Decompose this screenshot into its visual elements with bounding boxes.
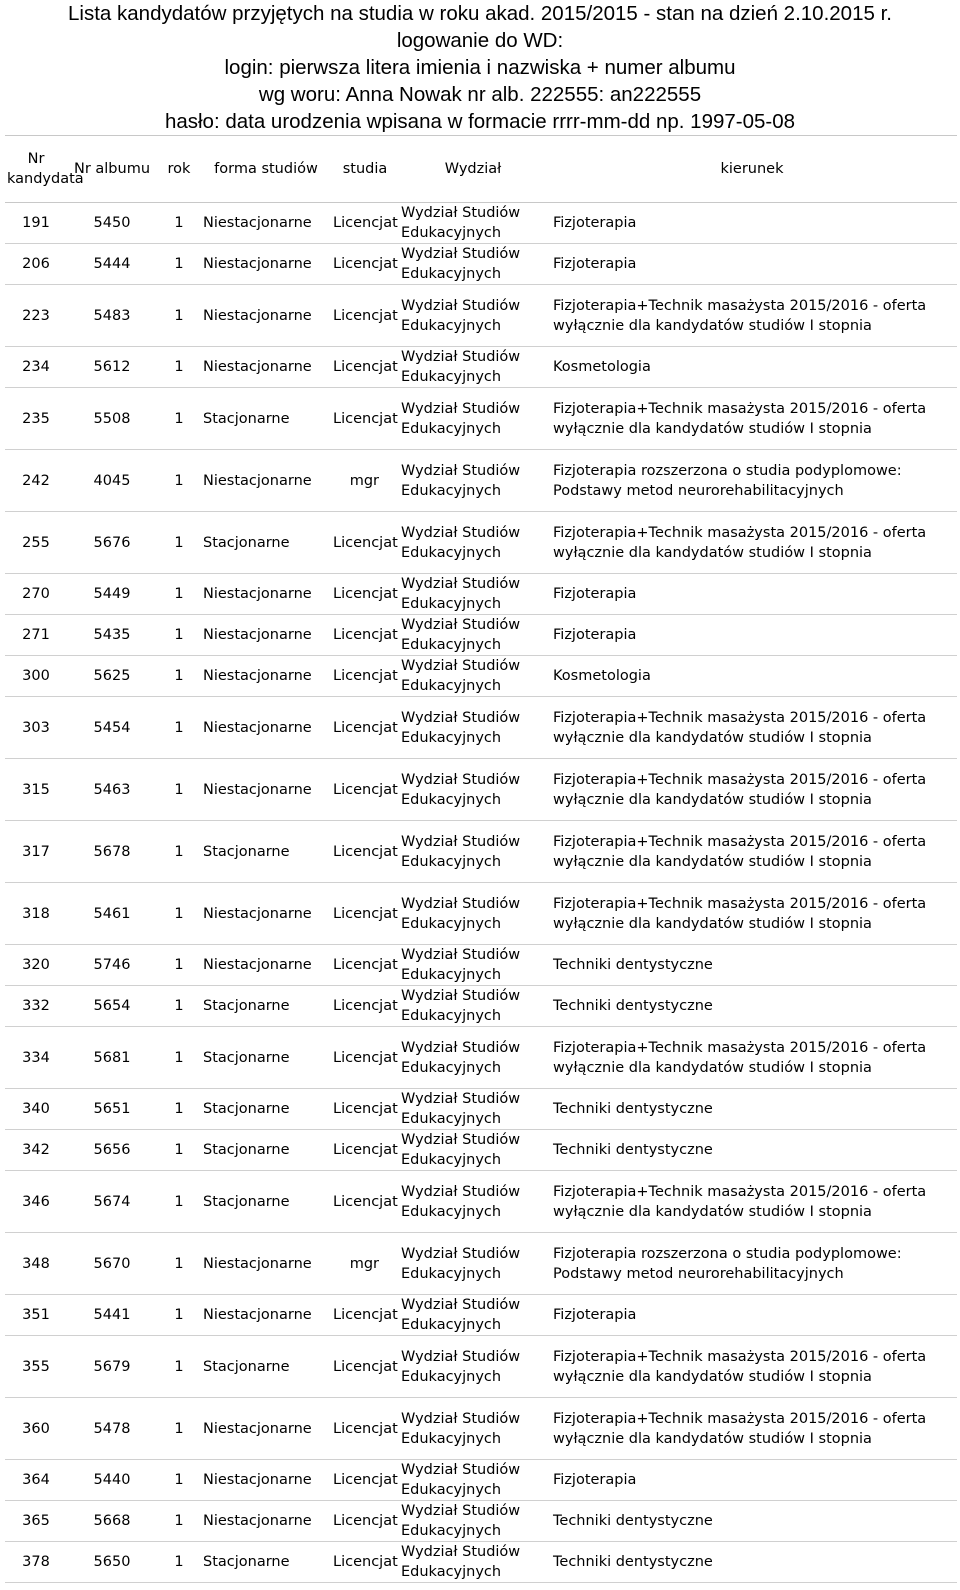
column-header-rok: rok [157, 136, 201, 203]
cell-studia: Licencjat [331, 1089, 399, 1130]
cell-nr-albumu: 5676 [67, 512, 157, 574]
cell-rok: 1 [157, 821, 201, 883]
cell-kierunek: Fizjoterapia+Technik masażysta 2015/2016 - oferta wyłącznie dla kandydatów studiów I stopnia [547, 821, 957, 883]
table-row [5, 450, 957, 512]
cell-kierunek: Techniki dentystyczne [547, 1542, 957, 1583]
cell-forma-studiow: Niestacjonarne [201, 759, 331, 821]
cell-kierunek: Kosmetologia [547, 656, 957, 697]
cell-studia: Licencjat [331, 1460, 399, 1501]
table-row [5, 285, 957, 347]
cell-rok: 1 [157, 1130, 201, 1171]
table-row [5, 1171, 957, 1233]
cell-studia: Licencjat [331, 656, 399, 697]
cell-kierunek: Fizjoterapia rozszerzona o studia podyplomowe: Podstawy metod neurorehabilitacyjnych [547, 1233, 957, 1295]
table-row [5, 1130, 957, 1171]
cell-nr-albumu: 5461 [67, 883, 157, 945]
cell-nr-kandydata: 320 [5, 945, 67, 986]
table-row [5, 759, 957, 821]
cell-wydzial: Wydział Studiów Edukacyjnych [399, 388, 547, 450]
cell-rok: 1 [157, 203, 201, 244]
cell-rok: 1 [157, 656, 201, 697]
table-row [5, 203, 957, 244]
cell-wydzial: Wydział Studiów Edukacyjnych [399, 285, 547, 347]
candidates-table [5, 135, 957, 1583]
cell-rok: 1 [157, 945, 201, 986]
cell-rok: 1 [157, 883, 201, 945]
cell-forma-studiow: Stacjonarne [201, 1171, 331, 1233]
cell-wydzial: Wydział Studiów Edukacyjnych [399, 1171, 547, 1233]
cell-wydzial: Wydział Studiów Edukacyjnych [399, 1398, 547, 1460]
cell-rok: 1 [157, 1542, 201, 1583]
table-row [5, 388, 957, 450]
cell-nr-albumu: 5435 [67, 615, 157, 656]
cell-nr-albumu: 5651 [67, 1089, 157, 1130]
cell-wydzial: Wydział Studiów Edukacyjnych [399, 1089, 547, 1130]
cell-wydzial: Wydział Studiów Edukacyjnych [399, 759, 547, 821]
cell-nr-albumu: 5650 [67, 1542, 157, 1583]
table-row [5, 244, 957, 285]
cell-forma-studiow: Stacjonarne [201, 1130, 331, 1171]
cell-studia: Licencjat [331, 1171, 399, 1233]
cell-nr-kandydata: 348 [5, 1233, 67, 1295]
cell-wydzial: Wydział Studiów Edukacyjnych [399, 1295, 547, 1336]
header-title: Lista kandydatów przyjętych na studia w roku akad. 2015/2015 - stan na dzień 2.10.2015 r. [68, 2, 892, 25]
cell-wydzial: Wydział Studiów Edukacyjnych [399, 1027, 547, 1089]
cell-nr-kandydata: 223 [5, 285, 67, 347]
cell-wydzial: Wydział Studiów Edukacyjnych [399, 512, 547, 574]
cell-wydzial: Wydział Studiów Edukacyjnych [399, 1233, 547, 1295]
cell-nr-albumu: 5746 [67, 945, 157, 986]
cell-forma-studiow: Niestacjonarne [201, 1501, 331, 1542]
cell-rok: 1 [157, 450, 201, 512]
cell-wydzial: Wydział Studiów Edukacyjnych [399, 450, 547, 512]
cell-nr-kandydata: 191 [5, 203, 67, 244]
column-header-nr-albumu: Nr albumu [67, 136, 157, 203]
cell-forma-studiow: Niestacjonarne [201, 656, 331, 697]
cell-kierunek: Fizjoterapia+Technik masażysta 2015/2016 - oferta wyłącznie dla kandydatów studiów I stopnia [547, 759, 957, 821]
table-row [5, 512, 957, 574]
cell-nr-kandydata: 300 [5, 656, 67, 697]
cell-nr-kandydata: 332 [5, 986, 67, 1027]
column-header-wydzial: Wydział [399, 136, 547, 203]
cell-nr-albumu: 5441 [67, 1295, 157, 1336]
cell-nr-kandydata: 270 [5, 574, 67, 615]
cell-nr-albumu: 5449 [67, 574, 157, 615]
cell-kierunek: Fizjoterapia+Technik masażysta 2015/2016 - oferta wyłącznie dla kandydatów studiów I stopnia [547, 1171, 957, 1233]
header-login-example: wg woru: Anna Nowak nr alb. 222555: an222555 [258, 83, 702, 106]
cell-kierunek: Fizjoterapia+Technik masażysta 2015/2016 - oferta wyłącznie dla kandydatów studiów I stopnia [547, 883, 957, 945]
cell-kierunek: Fizjoterapia [547, 1295, 957, 1336]
cell-wydzial: Wydział Studiów Edukacyjnych [399, 347, 547, 388]
cell-rok: 1 [157, 1398, 201, 1460]
cell-kierunek: Kosmetologia [547, 347, 957, 388]
table-row [5, 1542, 957, 1583]
cell-studia: Licencjat [331, 1027, 399, 1089]
table-row [5, 1501, 957, 1542]
cell-kierunek: Fizjoterapia+Technik masażysta 2015/2016 - oferta wyłącznie dla kandydatów studiów I stopnia [547, 1398, 957, 1460]
cell-nr-kandydata: 340 [5, 1089, 67, 1130]
cell-nr-kandydata: 206 [5, 244, 67, 285]
cell-studia: Licencjat [331, 615, 399, 656]
cell-rok: 1 [157, 347, 201, 388]
table-body [5, 203, 957, 1583]
column-header-studia: studia [331, 136, 399, 203]
cell-studia: mgr [331, 450, 399, 512]
cell-wydzial: Wydział Studiów Edukacyjnych [399, 574, 547, 615]
cell-kierunek: Fizjoterapia+Technik masażysta 2015/2016 - oferta wyłącznie dla kandydatów studiów I stopnia [547, 1336, 957, 1398]
cell-forma-studiow: Niestacjonarne [201, 945, 331, 986]
table-header-row [5, 136, 957, 203]
table-row [5, 656, 957, 697]
cell-forma-studiow: Niestacjonarne [201, 1398, 331, 1460]
cell-kierunek: Fizjoterapia+Technik masażysta 2015/2016 - oferta wyłącznie dla kandydatów studiów I stopnia [547, 697, 957, 759]
table-row [5, 574, 957, 615]
cell-studia: Licencjat [331, 883, 399, 945]
cell-forma-studiow: Niestacjonarne [201, 697, 331, 759]
cell-forma-studiow: Stacjonarne [201, 1089, 331, 1130]
cell-wydzial: Wydział Studiów Edukacyjnych [399, 883, 547, 945]
cell-nr-kandydata: 315 [5, 759, 67, 821]
header-login-rule: login: pierwsza litera imienia i nazwiska + numer albumu [224, 56, 736, 79]
header-login-info: logowanie do WD: [396, 29, 564, 52]
table-row [5, 1460, 957, 1501]
cell-nr-kandydata: 346 [5, 1171, 67, 1233]
cell-nr-kandydata: 365 [5, 1501, 67, 1542]
cell-studia: Licencjat [331, 203, 399, 244]
cell-forma-studiow: Niestacjonarne [201, 203, 331, 244]
cell-studia: Licencjat [331, 697, 399, 759]
cell-rok: 1 [157, 1089, 201, 1130]
cell-forma-studiow: Niestacjonarne [201, 347, 331, 388]
cell-kierunek: Fizjoterapia+Technik masażysta 2015/2016 - oferta wyłącznie dla kandydatów studiów I stopnia [547, 512, 957, 574]
cell-forma-studiow: Stacjonarne [201, 388, 331, 450]
cell-nr-albumu: 5454 [67, 697, 157, 759]
cell-nr-albumu: 5483 [67, 285, 157, 347]
cell-studia: Licencjat [331, 1336, 399, 1398]
cell-rok: 1 [157, 1295, 201, 1336]
cell-nr-kandydata: 342 [5, 1130, 67, 1171]
cell-nr-albumu: 5656 [67, 1130, 157, 1171]
cell-rok: 1 [157, 615, 201, 656]
cell-nr-kandydata: 271 [5, 615, 67, 656]
cell-nr-kandydata: 334 [5, 1027, 67, 1089]
cell-forma-studiow: Stacjonarne [201, 821, 331, 883]
table-row [5, 945, 957, 986]
cell-forma-studiow: Niestacjonarne [201, 574, 331, 615]
cell-wydzial: Wydział Studiów Edukacyjnych [399, 945, 547, 986]
cell-forma-studiow: Stacjonarne [201, 1336, 331, 1398]
cell-kierunek: Fizjoterapia [547, 615, 957, 656]
table-row [5, 883, 957, 945]
table-row [5, 1027, 957, 1089]
cell-forma-studiow: Niestacjonarne [201, 615, 331, 656]
cell-wydzial: Wydział Studiów Edukacyjnych [399, 986, 547, 1027]
cell-studia: Licencjat [331, 1542, 399, 1583]
cell-wydzial: Wydział Studiów Edukacyjnych [399, 203, 547, 244]
cell-kierunek: Fizjoterapia [547, 1460, 957, 1501]
cell-rok: 1 [157, 512, 201, 574]
cell-nr-albumu: 5508 [67, 388, 157, 450]
cell-nr-albumu: 5612 [67, 347, 157, 388]
cell-nr-kandydata: 318 [5, 883, 67, 945]
cell-kierunek: Fizjoterapia [547, 244, 957, 285]
cell-nr-kandydata: 364 [5, 1460, 67, 1501]
cell-wydzial: Wydział Studiów Edukacyjnych [399, 821, 547, 883]
cell-forma-studiow: Stacjonarne [201, 1027, 331, 1089]
column-header-nr-kandydata: Nr kandydata [5, 136, 67, 203]
cell-nr-albumu: 5668 [67, 1501, 157, 1542]
table-row [5, 986, 957, 1027]
cell-nr-albumu: 5444 [67, 244, 157, 285]
cell-rok: 1 [157, 1027, 201, 1089]
cell-studia: Licencjat [331, 512, 399, 574]
cell-nr-kandydata: 360 [5, 1398, 67, 1460]
cell-studia: Licencjat [331, 759, 399, 821]
cell-nr-kandydata: 303 [5, 697, 67, 759]
cell-nr-albumu: 5678 [67, 821, 157, 883]
cell-nr-albumu: 5674 [67, 1171, 157, 1233]
cell-studia: Licencjat [331, 388, 399, 450]
cell-kierunek: Fizjoterapia [547, 203, 957, 244]
cell-nr-kandydata: 255 [5, 512, 67, 574]
cell-nr-kandydata: 317 [5, 821, 67, 883]
cell-rok: 1 [157, 244, 201, 285]
table-row [5, 1089, 957, 1130]
table-row [5, 1295, 957, 1336]
table-row [5, 1398, 957, 1460]
cell-rok: 1 [157, 1336, 201, 1398]
cell-wydzial: Wydział Studiów Edukacyjnych [399, 1130, 547, 1171]
cell-kierunek: Fizjoterapia+Technik masażysta 2015/2016 - oferta wyłącznie dla kandydatów studiów I stopnia [547, 1027, 957, 1089]
cell-kierunek: Techniki dentystyczne [547, 1130, 957, 1171]
cell-studia: Licencjat [331, 347, 399, 388]
cell-studia: Licencjat [331, 1398, 399, 1460]
cell-nr-albumu: 4045 [67, 450, 157, 512]
cell-studia: Licencjat [331, 285, 399, 347]
cell-forma-studiow: Niestacjonarne [201, 450, 331, 512]
cell-kierunek: Techniki dentystyczne [547, 945, 957, 986]
cell-rok: 1 [157, 285, 201, 347]
cell-rok: 1 [157, 574, 201, 615]
cell-forma-studiow: Niestacjonarne [201, 1460, 331, 1501]
cell-kierunek: Techniki dentystyczne [547, 986, 957, 1027]
cell-wydzial: Wydział Studiów Edukacyjnych [399, 1460, 547, 1501]
cell-nr-albumu: 5463 [67, 759, 157, 821]
cell-studia: Licencjat [331, 986, 399, 1027]
cell-kierunek: Fizjoterapia+Technik masażysta 2015/2016 - oferta wyłącznie dla kandydatów studiów I stopnia [547, 285, 957, 347]
cell-forma-studiow: Niestacjonarne [201, 285, 331, 347]
cell-rok: 1 [157, 986, 201, 1027]
cell-wydzial: Wydział Studiów Edukacyjnych [399, 615, 547, 656]
cell-rok: 1 [157, 388, 201, 450]
cell-nr-albumu: 5681 [67, 1027, 157, 1089]
cell-wydzial: Wydział Studiów Edukacyjnych [399, 1336, 547, 1398]
column-header-forma-studiow: forma studiów [201, 136, 331, 203]
cell-rok: 1 [157, 1501, 201, 1542]
cell-studia: Licencjat [331, 574, 399, 615]
cell-nr-albumu: 5654 [67, 986, 157, 1027]
table-row [5, 697, 957, 759]
column-header-kierunek: kierunek [547, 136, 957, 203]
table-row [5, 347, 957, 388]
cell-nr-albumu: 5440 [67, 1460, 157, 1501]
cell-rok: 1 [157, 1171, 201, 1233]
cell-wydzial: Wydział Studiów Edukacyjnych [399, 656, 547, 697]
cell-rok: 1 [157, 759, 201, 821]
cell-nr-kandydata: 235 [5, 388, 67, 450]
cell-nr-albumu: 5450 [67, 203, 157, 244]
table-row [5, 1336, 957, 1398]
cell-forma-studiow: Stacjonarne [201, 986, 331, 1027]
cell-studia: Licencjat [331, 1295, 399, 1336]
cell-forma-studiow: Niestacjonarne [201, 244, 331, 285]
cell-rok: 1 [157, 697, 201, 759]
cell-nr-kandydata: 378 [5, 1542, 67, 1583]
cell-rok: 1 [157, 1460, 201, 1501]
cell-forma-studiow: Niestacjonarne [201, 883, 331, 945]
cell-rok: 1 [157, 1233, 201, 1295]
cell-studia: Licencjat [331, 244, 399, 285]
cell-forma-studiow: Stacjonarne [201, 1542, 331, 1583]
cell-kierunek: Fizjoterapia [547, 574, 957, 615]
cell-kierunek: Fizjoterapia rozszerzona o studia podyplomowe: Podstawy metod neurorehabilitacyjnych [547, 450, 957, 512]
table-row [5, 615, 957, 656]
cell-nr-albumu: 5679 [67, 1336, 157, 1398]
cell-studia: Licencjat [331, 821, 399, 883]
cell-forma-studiow: Stacjonarne [201, 512, 331, 574]
cell-forma-studiow: Niestacjonarne [201, 1295, 331, 1336]
cell-kierunek: Techniki dentystyczne [547, 1501, 957, 1542]
cell-studia: mgr [331, 1233, 399, 1295]
cell-wydzial: Wydział Studiów Edukacyjnych [399, 697, 547, 759]
cell-nr-albumu: 5625 [67, 656, 157, 697]
cell-nr-kandydata: 355 [5, 1336, 67, 1398]
table-row [5, 1233, 957, 1295]
cell-forma-studiow: Niestacjonarne [201, 1233, 331, 1295]
cell-nr-albumu: 5478 [67, 1398, 157, 1460]
cell-wydzial: Wydział Studiów Edukacyjnych [399, 1501, 547, 1542]
cell-nr-kandydata: 234 [5, 347, 67, 388]
cell-wydzial: Wydział Studiów Edukacyjnych [399, 1542, 547, 1583]
cell-nr-albumu: 5670 [67, 1233, 157, 1295]
cell-nr-kandydata: 351 [5, 1295, 67, 1336]
table-row [5, 821, 957, 883]
cell-kierunek: Fizjoterapia+Technik masażysta 2015/2016 - oferta wyłącznie dla kandydatów studiów I stopnia [547, 388, 957, 450]
cell-studia: Licencjat [331, 1501, 399, 1542]
document-header [0, 0, 960, 135]
cell-nr-kandydata: 242 [5, 450, 67, 512]
cell-kierunek: Techniki dentystyczne [547, 1089, 957, 1130]
cell-studia: Licencjat [331, 945, 399, 986]
cell-wydzial: Wydział Studiów Edukacyjnych [399, 244, 547, 285]
cell-studia: Licencjat [331, 1130, 399, 1171]
header-password-rule: hasło: data urodzenia wpisana w formacie rrrr-mm-dd np. 1997-05-08 [164, 110, 796, 133]
